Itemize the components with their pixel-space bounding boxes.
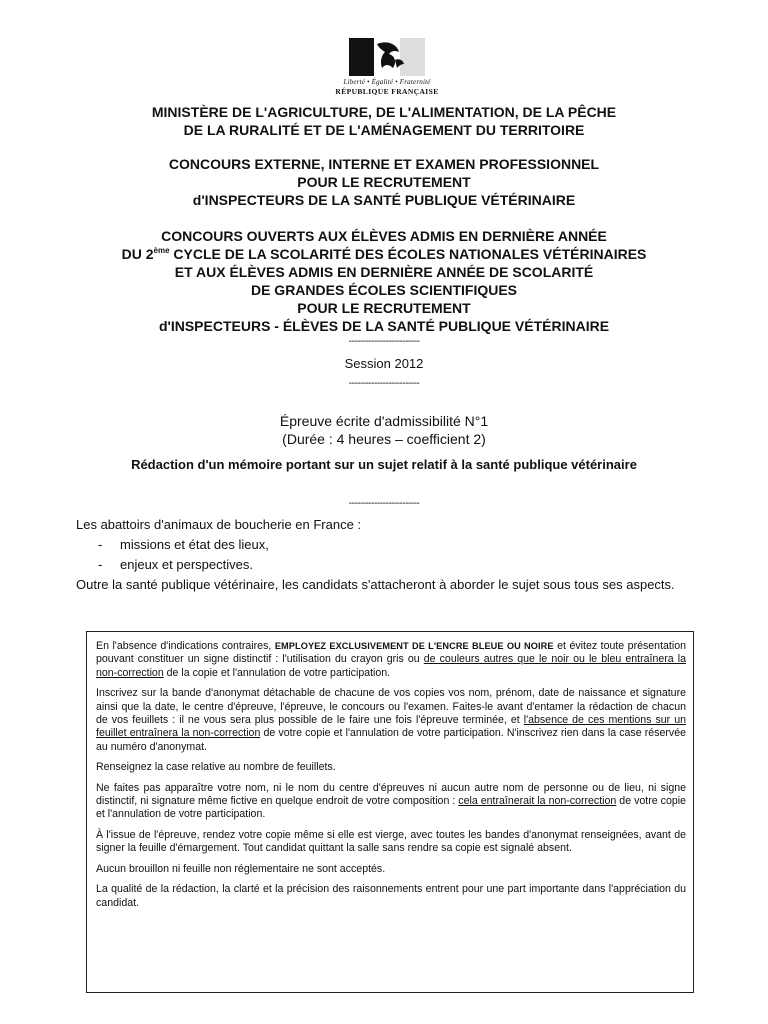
marianne-logo bbox=[327, 38, 447, 96]
republic-motto: Liberté • Égalité • Fraternité bbox=[343, 78, 431, 86]
competition-line: POUR LE RECRUTEMENT bbox=[297, 174, 471, 190]
exam-subject-type: Rédaction d'un mémoire portant sur un sujet relatif à la santé publique vétérinaire bbox=[131, 457, 637, 472]
competition-line: CONCOURS OUVERTS AUX ÉLÈVES ADMIS EN DERNIÈRE ANNÉE bbox=[161, 228, 607, 244]
separator: ------------------------- bbox=[348, 378, 420, 389]
bullet-mark: - bbox=[98, 537, 103, 552]
competition-line: d'INSPECTEURS - ÉLÈVES DE LA SANTÉ PUBLIQUE VÉTÉRINAIRE bbox=[158, 318, 610, 334]
exam-details bbox=[0, 412, 768, 448]
instruction-return-copy: À l'issue de l'épreuve, rendez votre copie même si elle est vierge, avec toutes les bandes d'anonymat renseignées, avant de signer la feuille d'émargement. Tout candidat quittant la salle sans rendre sa copie est signalé absent. bbox=[96, 828, 686, 855]
separator: ------------------------- bbox=[348, 336, 420, 347]
instruction-drafts: Aucun brouillon ni feuille non réglementaire ne sont acceptés. bbox=[96, 862, 386, 875]
ministry-line: DE LA RURALITÉ ET DE L'AMÉNAGEMENT DU TERRITOIRE bbox=[183, 122, 585, 138]
exam-duration: (Durée : 4 heures – coefficient 2) bbox=[282, 431, 486, 447]
list-item bbox=[98, 556, 702, 574]
marianne-emblem-icon bbox=[349, 38, 425, 76]
instruction-ink: En l'absence d'indications contraires, EMPLOYEZ EXCLUSIVEMENT DE L'ENCRE BLEUE OU NOIRE et évitez toute présentation pouvant constituer un signe distinctif : l'utilisation du crayon gris ou de couleurs autres que le noir ou le bleu entraînera la non-correction de la copie et l'annulation de votre participation. bbox=[96, 640, 686, 679]
exam-title: Épreuve écrite d'admissibilité N°1 bbox=[279, 413, 489, 429]
list-item-text: enjeux et perspectives. bbox=[120, 557, 253, 572]
instruction-no-name: Ne faites pas apparaître votre nom, ni le nom du centre d'épreuves ni aucun autre nom de personne ou de lieu, ni signe distinctif, ni signature même fictive en quelque endroit de votre composition : cela entraînerait la non-correction de votre copie et l'annulation de votre participation. bbox=[96, 781, 686, 821]
list-item bbox=[98, 536, 702, 554]
subject-outro: Outre la santé publique vétérinaire, les candidats s'attacheront à aborder le sujet sous tous ses aspects. bbox=[76, 577, 675, 592]
instruction-quality: La qualité de la rédaction, la clarté et la précision des raisonnements entrent pour une part importante dans l'appréciation du candidat. bbox=[96, 883, 686, 909]
republique-francaise: RÉPUBLIQUE FRANÇAISE bbox=[335, 87, 439, 96]
ministry-line: MINISTÈRE DE L'AGRICULTURE, DE L'ALIMENTATION, DE LA PÊCHE bbox=[151, 104, 617, 120]
student-competition-title bbox=[0, 227, 768, 335]
separator: ------------------------- bbox=[348, 498, 420, 509]
session-label: Session 2012 bbox=[344, 356, 424, 371]
subject-intro: Les abattoirs d'animaux de boucherie en France : bbox=[76, 517, 362, 532]
competition-title bbox=[0, 155, 768, 209]
bullet-mark: - bbox=[98, 557, 103, 572]
competition-line: DU 2ème CYCLE DE LA SCOLARITÉ DES ÉCOLES NATIONALES VÉTÉRINAIRES bbox=[121, 246, 647, 262]
ministry-title bbox=[0, 103, 768, 139]
list-item-text: missions et état des lieux, bbox=[120, 537, 269, 552]
instruction-anonymity: Inscrivez sur la bande d'anonymat détachable de chacune de vos copies vos nom, prénom, date de naissance et signature ainsi que la date, le centre d'épreuve, l'épreuve, le concours ou l'examen. Faites-le avant d'entamer la rédaction de chacun de vos feuillets : il ne vous sera plus possible de le faire une fois l'épreuve terminée, et l'absence de ces mentions sur un feuillet entraînera la non-correction de votre copie et l'annulation de votre participation. N'inscrivez rien dans la case réservée au numéro d'anonymat. bbox=[96, 687, 686, 753]
instruction-sheets: Renseignez la case relative au nombre de feuillets. bbox=[96, 761, 336, 774]
competition-line: CONCOURS EXTERNE, INTERNE ET EXAMEN PROFESSIONNEL bbox=[168, 156, 600, 172]
competition-line: ET AUX ÉLÈVES ADMIS EN DERNIÈRE ANNÉE DE SCOLARITÉ bbox=[174, 264, 594, 280]
competition-line: DE GRANDES ÉCOLES SCIENTIFIQUES bbox=[250, 282, 518, 298]
competition-line: POUR LE RECRUTEMENT bbox=[297, 300, 471, 316]
exam-subject bbox=[76, 516, 702, 594]
competition-line: d'INSPECTEURS DE LA SANTÉ PUBLIQUE VÉTÉRINAIRE bbox=[192, 192, 576, 208]
instructions-box bbox=[86, 631, 694, 993]
